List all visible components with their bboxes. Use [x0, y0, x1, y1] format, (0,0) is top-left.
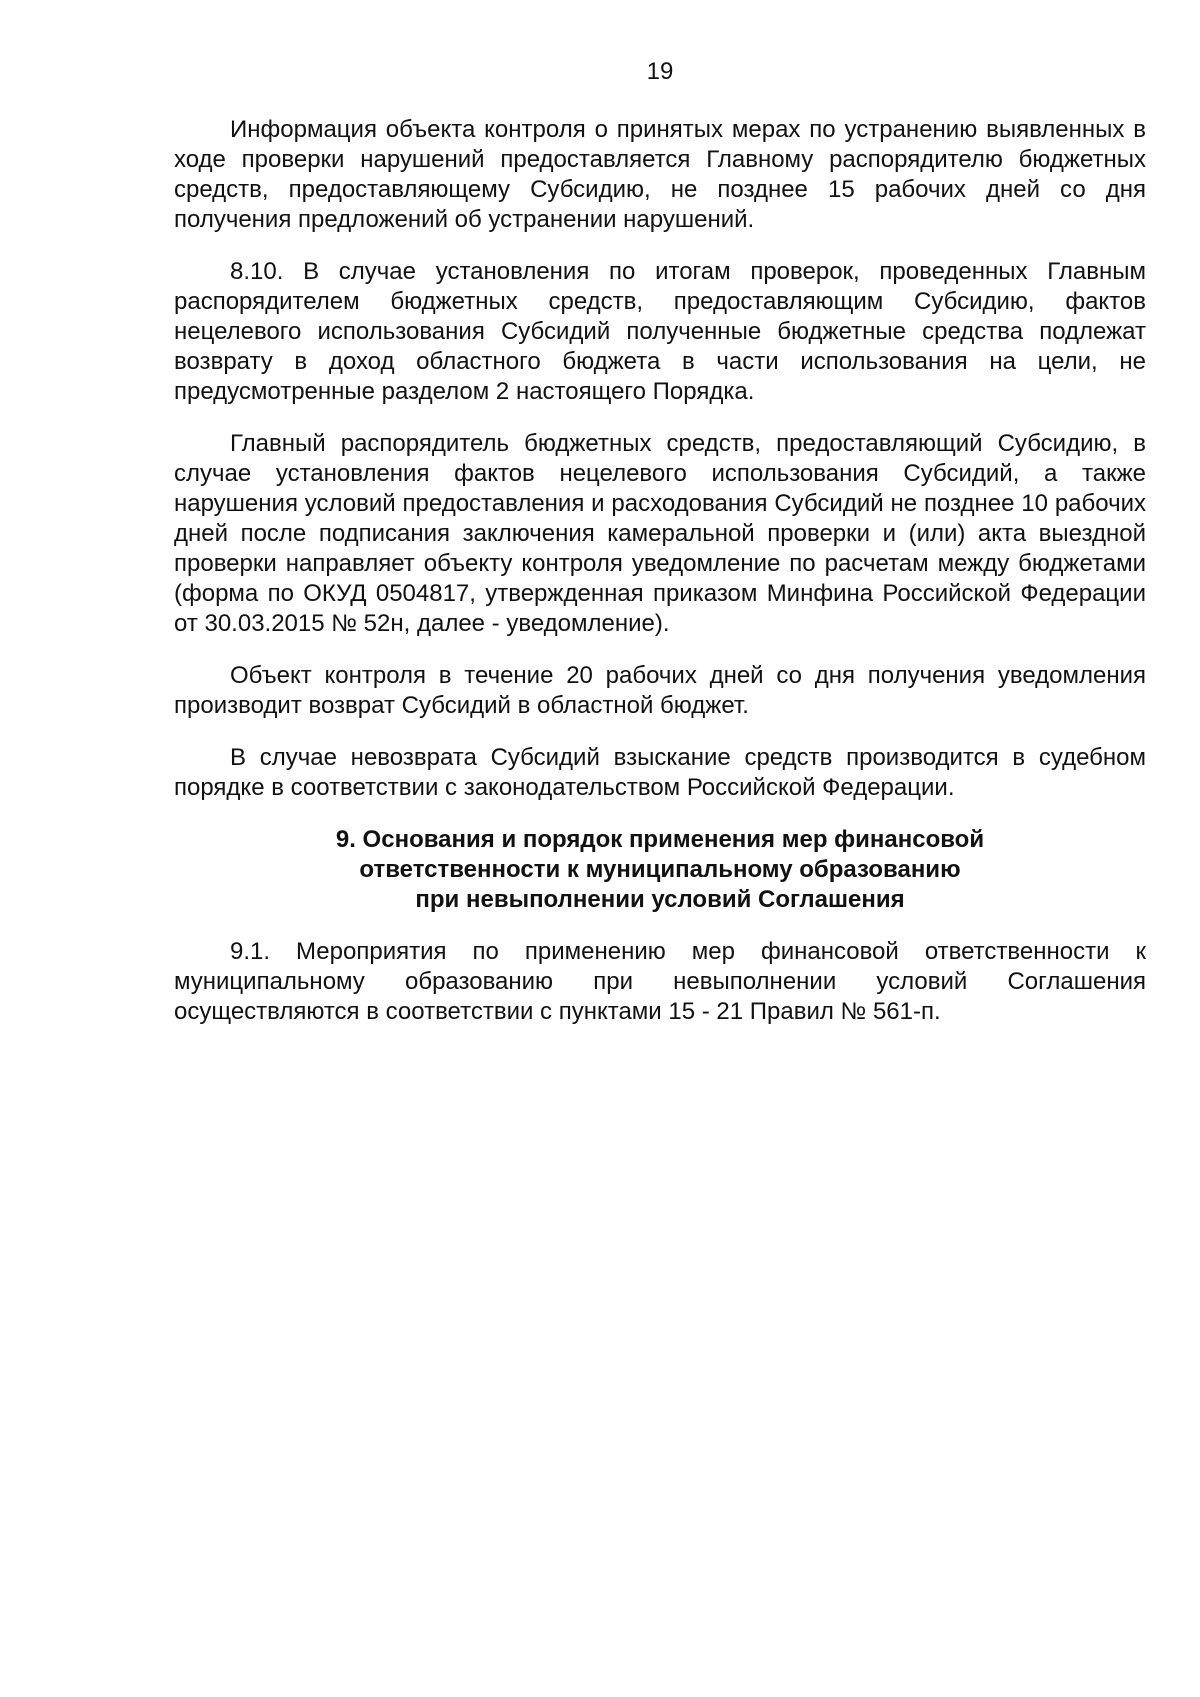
paragraph-report-info: Информация объекта контроля о принятых мерах по устранению выявленных в ходе проверки нарушений предоставляется Главному распорядителю бюджетных средств, предоставляющему Субсидию, не позднее 15 рабочих дней со дня получения предложений об устранении нарушений.	[174, 116, 1146, 233]
paragraph-8-10: 8.10. В случае установления по итогам проверок, проведенных Главным распорядителем бюджетных средств, предоставляющим Субсидию, фактов нецелевого использования Субсидий полученные бюджетные средства подлежат возврату в доход областного бюджета в части использования на цели, не предусмотренные разделом 2 настоящего Порядка.	[174, 258, 1146, 405]
section-heading-line: при невыполнении условий Соглашения	[415, 886, 905, 913]
paragraph-return-subsidy: Объект контроля в течение 20 рабочих дней со дня получения уведомления производит возврат Субсидий в областной бюджет.	[174, 662, 1146, 719]
paragraph-9-1: 9.1. Мероприятия по применению мер финансовой ответственности к муниципальному образованию при невыполнении условий Соглашения осуществляются в соответствии с пунктами 15 - 21 Правил № 561-п.	[174, 938, 1146, 1025]
page-number: 19	[646, 58, 674, 85]
section-heading-line: ответственности к муниципальному образованию	[359, 856, 961, 883]
paragraph-non-return: В случае невозврата Субсидий взыскание средств производится в судебном порядке в соответствии с законодательством Российской Федерации.	[174, 744, 1146, 801]
paragraph-notification: Главный распорядитель бюджетных средств, предоставляющий Субсидию, в случае установления фактов нецелевого использования Субсидий, а также нарушения условий предоставления и расходования Субсидий не позднее 10 рабочих дней после подписания заключения камеральной проверки и (или) акта выездной проверки направляет объекту контроля уведомление по расчетам между бюджетами (форма по ОКУД 0504817, утвержденная приказом Минфина Российской Федерации от 30.03.2015 № 52н, далее - уведомление).	[174, 430, 1146, 637]
section-9-heading	[174, 825, 1146, 915]
document-body	[174, 115, 1146, 1027]
section-heading-line: 9. Основания и порядок применения мер финансовой	[335, 826, 985, 853]
